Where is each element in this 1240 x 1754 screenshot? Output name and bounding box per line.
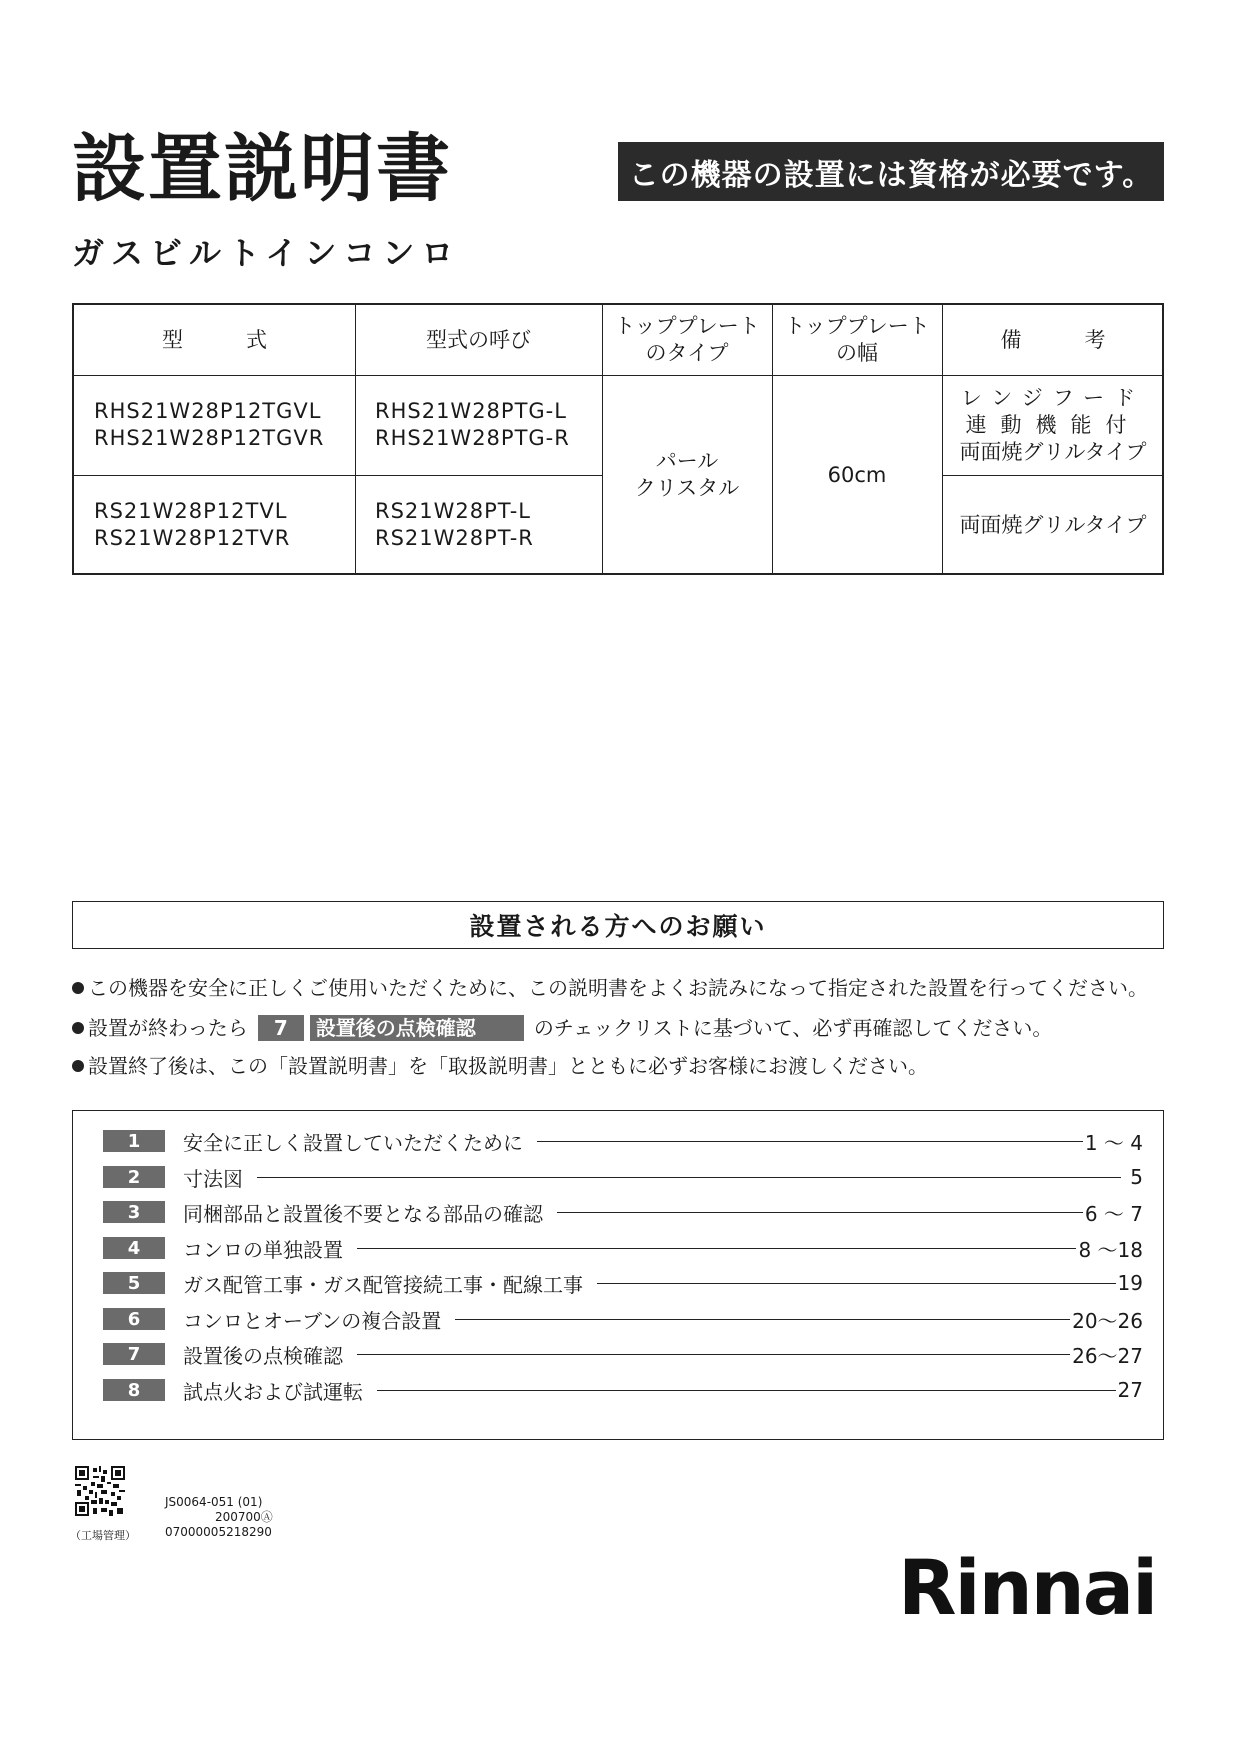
toc-label: ガス配管工事・ガス配管接続工事・配線工事 bbox=[183, 1272, 583, 1297]
toc-page: 8 ～18 bbox=[1078, 1237, 1143, 1262]
toc-leader-line bbox=[455, 1319, 1070, 1320]
qr-code-icon bbox=[75, 1466, 125, 1516]
row1-remarks bbox=[942, 375, 1164, 475]
row1-models bbox=[94, 375, 354, 475]
document-code-line: JS0064-051 (01) bbox=[165, 1495, 263, 1509]
request-heading: 設置される方へのお願い bbox=[72, 901, 1164, 949]
toc-leader-line bbox=[597, 1283, 1116, 1284]
top-plate-width-cell: 60cm bbox=[827, 462, 887, 487]
toc-page: 5 bbox=[1130, 1165, 1143, 1189]
toc-page: 26～27 bbox=[1072, 1343, 1143, 1368]
checklist-note: 設置が終わったら 7 設置後の点検確認 のチェックリストに基づいて、必ず再確認してください。 bbox=[72, 1015, 1052, 1041]
toc-entry[interactable] bbox=[103, 1305, 1143, 1333]
toc-entry[interactable] bbox=[103, 1340, 1143, 1368]
toc-number-badge: 6 bbox=[103, 1308, 165, 1330]
toc-page: 6 ～ 7 bbox=[1084, 1201, 1143, 1226]
toc-leader-line bbox=[537, 1141, 1083, 1142]
toc-entry[interactable] bbox=[103, 1234, 1143, 1262]
toc-label: コンロの単独設置 bbox=[183, 1237, 343, 1262]
header-model-name: 型式の呼び bbox=[426, 327, 531, 352]
top-plate-type-line: クリスタル bbox=[634, 476, 740, 500]
qr-caption: （工場管理） bbox=[70, 1529, 136, 1542]
toc-page: 20～26 bbox=[1072, 1308, 1143, 1333]
toc-page: 27 bbox=[1117, 1378, 1143, 1402]
qualification-notice-banner: この機器の設置には資格が必要です。 bbox=[618, 142, 1164, 201]
document-title: 設置説明書 bbox=[72, 126, 452, 212]
model-number: RHS21W28P12TGVR bbox=[94, 426, 325, 450]
toc-entry[interactable] bbox=[103, 1376, 1143, 1404]
toc-label: 同梱部品と設置後不要となる部品の確認 bbox=[183, 1201, 543, 1226]
remark-line: 連動機能付 bbox=[965, 412, 1141, 437]
bullet-icon bbox=[72, 1022, 84, 1034]
toc-label: 設置後の点検確認 bbox=[183, 1343, 343, 1368]
toc-label: 安全に正しく設置していただくために bbox=[183, 1130, 523, 1155]
request-note: この機器を安全に正しくご使用いただくために、この説明書をよくお読みになって指定された設置を行ってください。 bbox=[72, 975, 1148, 1001]
rinnai-logo: Rinnai bbox=[898, 1543, 1157, 1632]
toc-number-badge: 1 bbox=[103, 1130, 165, 1152]
document-code-line: 200700Ⓐ bbox=[215, 1510, 273, 1524]
section-number-badge: 7 bbox=[258, 1015, 304, 1041]
table-of-contents bbox=[72, 1110, 1164, 1440]
document-code bbox=[165, 1495, 273, 1540]
toc-leader-line bbox=[357, 1354, 1070, 1355]
model-name: RS21W28PT-R bbox=[375, 526, 534, 550]
toc-page: 1 ～ 4 bbox=[1084, 1130, 1143, 1155]
model-number: RS21W28P12TVL bbox=[94, 499, 288, 523]
toc-entry[interactable] bbox=[103, 1127, 1143, 1155]
bullet-icon bbox=[72, 1060, 84, 1072]
model-table bbox=[72, 303, 1164, 575]
remark-line: 両面焼グリルタイプ bbox=[959, 439, 1147, 464]
toc-number-badge: 4 bbox=[103, 1237, 165, 1259]
toc-number-badge: 7 bbox=[103, 1343, 165, 1365]
request-note: 設置終了後は、この「設置説明書」を「取扱説明書」とともに必ずお客様にお渡しください。 bbox=[72, 1053, 928, 1079]
toc-entry[interactable] bbox=[103, 1269, 1143, 1297]
model-number: RHS21W28P12TGVL bbox=[94, 399, 322, 423]
header-model: 型 式 bbox=[162, 327, 267, 352]
row2-model-names bbox=[375, 475, 601, 575]
top-plate-type-line: パール bbox=[655, 449, 719, 473]
toc-label: 寸法図 bbox=[183, 1166, 243, 1191]
model-number: RS21W28P12TVR bbox=[94, 526, 291, 550]
model-name: RHS21W28PTG-R bbox=[375, 426, 570, 450]
remark-line: レンジフード bbox=[960, 385, 1146, 410]
toc-leader-line bbox=[557, 1212, 1083, 1213]
toc-leader-line bbox=[357, 1248, 1076, 1249]
toc-entry[interactable] bbox=[103, 1163, 1143, 1191]
toc-number-badge: 5 bbox=[103, 1272, 165, 1294]
model-name: RHS21W28PTG-L bbox=[375, 399, 567, 423]
bullet-icon bbox=[72, 982, 84, 994]
toc-label: コンロとオーブンの複合設置 bbox=[183, 1308, 442, 1333]
toc-entry[interactable] bbox=[103, 1198, 1143, 1226]
document-code-line: 07000005218290 bbox=[165, 1525, 272, 1539]
model-name: RS21W28PT-L bbox=[375, 499, 531, 523]
row1-model-names bbox=[375, 375, 601, 475]
toc-number-badge: 3 bbox=[103, 1201, 165, 1223]
section-title-badge: 設置後の点検確認 bbox=[310, 1015, 524, 1041]
header-remarks: 備 考 bbox=[1000, 327, 1106, 352]
row2-models bbox=[94, 475, 354, 575]
toc-label: 試点火および試運転 bbox=[183, 1379, 363, 1404]
toc-leader-line bbox=[257, 1177, 1121, 1178]
top-plate-type-cell bbox=[602, 375, 772, 575]
header-top-plate-type: トッププレート のタイプ bbox=[614, 314, 760, 365]
toc-leader-line bbox=[377, 1390, 1116, 1391]
toc-number-badge: 2 bbox=[103, 1166, 165, 1188]
document-subtitle: ガスビルトインコンロ bbox=[72, 234, 461, 272]
header-top-plate-width: トッププレート の幅 bbox=[784, 314, 930, 365]
row2-remarks: 両面焼グリルタイプ bbox=[959, 512, 1147, 537]
toc-page: 19 bbox=[1117, 1271, 1143, 1295]
toc-number-badge: 8 bbox=[103, 1379, 165, 1401]
